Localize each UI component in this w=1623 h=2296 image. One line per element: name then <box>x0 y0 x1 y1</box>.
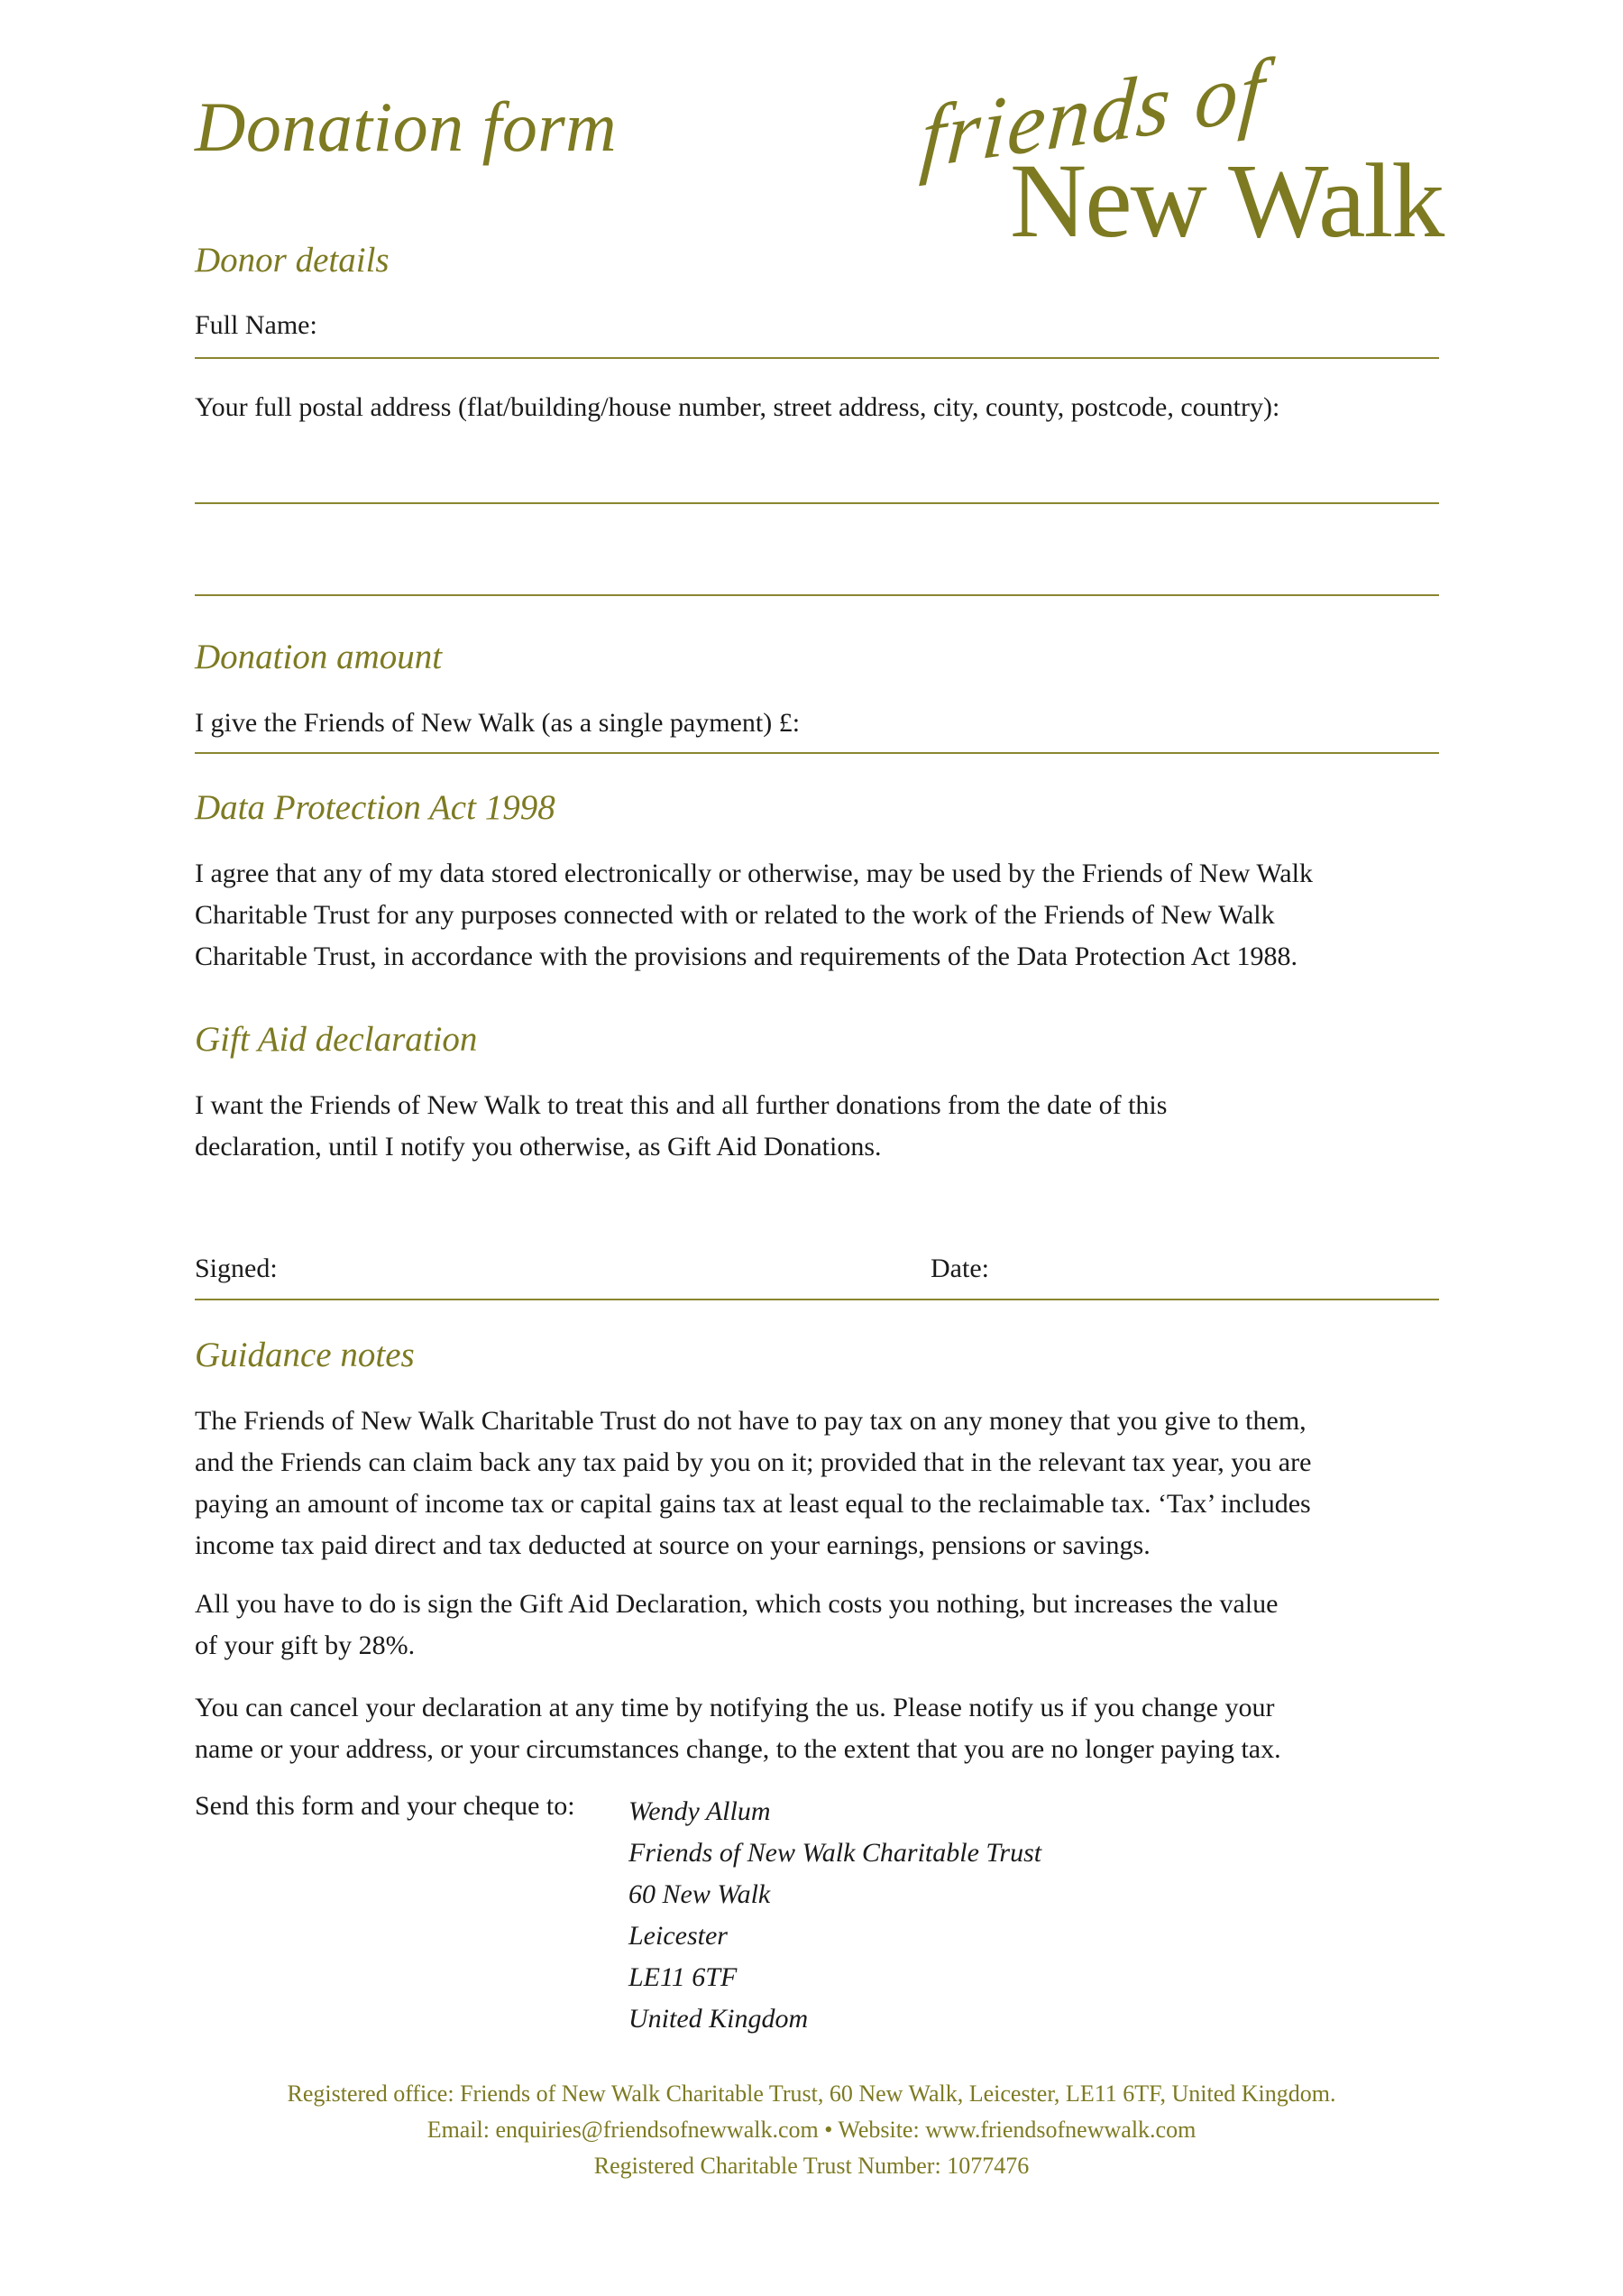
gift-aid-line: declaration, until I notify you otherwise, as Gift Aid Donations. <box>195 1132 882 1162</box>
signed-label: Signed: <box>195 1254 278 1283</box>
guidance-paragraph-2 <box>195 1584 1448 1667</box>
data-protection-heading: Data Protection Act 1998 <box>195 788 555 827</box>
gift-aid-line: I want the Friends of New Walk to treat this and all further donations from the date of this <box>195 1090 1168 1120</box>
date-label: Date: <box>931 1254 989 1283</box>
data-protection-text <box>195 853 1448 978</box>
guidance-line: You can cancel your declaration at any time by notifying the us. Please notify us if you change your <box>195 1693 1275 1722</box>
guidance-line: of your gift by 28%. <box>195 1630 416 1660</box>
full-name-label: Full Name: <box>195 310 317 340</box>
footer <box>0 2076 1623 2184</box>
donation-amount-heading: Donation amount <box>195 638 443 676</box>
address-country: United Kingdom <box>628 2004 809 2034</box>
guidance-paragraph-3 <box>195 1687 1448 1770</box>
address-line-2[interactable] <box>195 594 1439 596</box>
donor-details-heading: Donor details <box>195 241 390 280</box>
full-name-line[interactable] <box>195 357 1439 359</box>
address-line-1[interactable] <box>195 502 1439 504</box>
data-protection-line: Charitable Trust for any purposes connected with or related to the work of the Friends of New Walk <box>195 900 1275 930</box>
send-to-label: Send this form and your cheque to: <box>195 1791 575 1821</box>
guidance-line: The Friends of New Walk Charitable Trust do not have to pay tax on any money that you give to them, <box>195 1406 1307 1436</box>
donation-amount-label: I give the Friends of New Walk (as a single payment) £: <box>195 708 801 738</box>
footer-contact: Email: enquiries@friendsofnewwalk.com • Website: www.friendsofnewwalk.com <box>426 2117 1197 2143</box>
signature-date-line[interactable] <box>195 1299 1439 1300</box>
page-title: Donation form <box>195 87 618 166</box>
address-name: Wendy Allum <box>628 1796 771 1826</box>
address-street: 60 New Walk <box>628 1879 771 1909</box>
guidance-line: name or your address, or your circumstances change, to the extent that you are no longer paying tax. <box>195 1734 1281 1764</box>
data-protection-line: Charitable Trust, in accordance with the provisions and requirements of the Data Protection Act 1988. <box>195 941 1298 971</box>
data-protection-line: I agree that any of my data stored electronically or otherwise, may be used by the Friends of New Walk <box>195 859 1313 888</box>
footer-registered-office: Registered office: Friends of New Walk Charitable Trust, 60 New Walk, Leicester, LE11 6TF, United Kingdom. <box>287 2080 1336 2107</box>
guidance-line: and the Friends can claim back any tax paid by you on it; provided that in the relevant tax year, you are <box>195 1447 1312 1477</box>
donation-amount-line[interactable] <box>195 752 1439 754</box>
guidance-paragraph-1 <box>195 1401 1448 1566</box>
guidance-line: paying an amount of income tax or capital gains tax at least equal to the reclaimable tax. ‘Tax’ includes <box>195 1489 1311 1519</box>
postal-address-block <box>628 1791 1041 2040</box>
address-postcode: LE11 6TF <box>628 1962 738 1992</box>
gift-aid-text <box>195 1085 1448 1168</box>
address-organisation: Friends of New Walk Charitable Trust <box>628 1838 1042 1868</box>
logo-script-text: friends of <box>918 40 1270 187</box>
address-city: Leicester <box>628 1921 728 1951</box>
gift-aid-heading: Gift Aid declaration <box>195 1020 478 1059</box>
guidance-notes-heading: Guidance notes <box>195 1336 415 1374</box>
guidance-line: income tax paid direct and tax deducted at source on your earnings, pensions or savings. <box>195 1530 1151 1560</box>
guidance-line: All you have to do is sign the Gift Aid Declaration, which costs you nothing, but increases the value <box>195 1589 1279 1619</box>
footer-charity-number: Registered Charitable Trust Number: 1077476 <box>593 2153 1030 2179</box>
friends-of-new-walk-logo <box>911 40 1452 260</box>
address-label: Your full postal address (flat/building/house number, street address, city, county, postcode, country): <box>195 392 1280 422</box>
logo-main-text: New Walk <box>1010 142 1444 260</box>
